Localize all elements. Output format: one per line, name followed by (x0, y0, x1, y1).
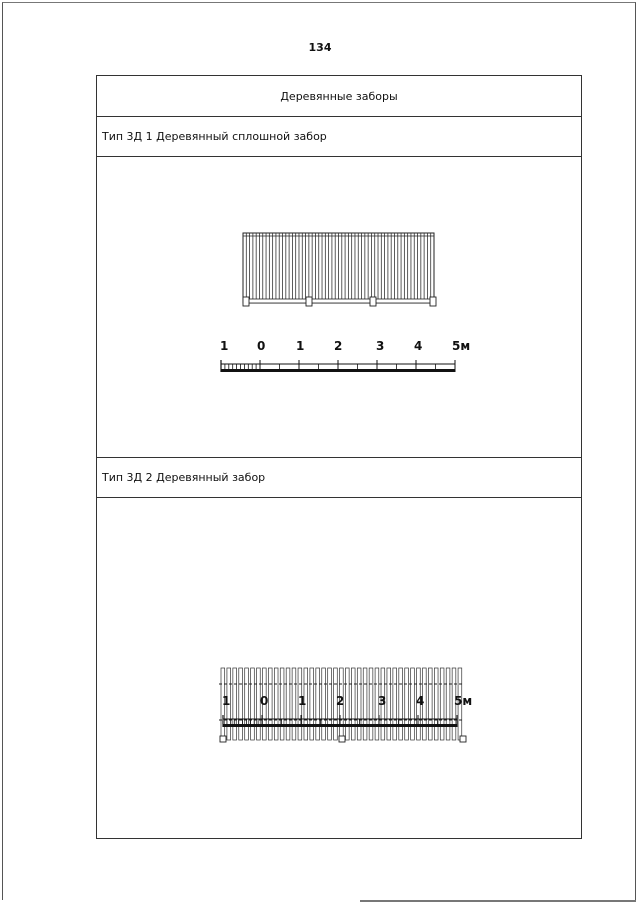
picket (411, 668, 415, 740)
table-title-row (97, 76, 581, 117)
picket (345, 668, 349, 740)
picket (446, 668, 450, 740)
fence-post (220, 736, 226, 742)
picket (328, 668, 332, 740)
scale1-label-7: 5м (452, 339, 471, 353)
scale2-label-3: 1 (298, 694, 307, 708)
picket (440, 668, 444, 740)
type2-label-row (97, 458, 581, 498)
picket (369, 668, 373, 740)
scale2-label-6: 4 (416, 694, 425, 708)
scale2-label-5: 3 (378, 694, 387, 708)
type2-label: Тип 3Д 2 Деревянный забор (102, 471, 266, 484)
picket (239, 668, 243, 740)
scale2-label-4: 2 (336, 694, 345, 708)
scale2-label-1: 1 (222, 694, 231, 708)
fence-post (339, 736, 345, 742)
type1-label-row (97, 117, 581, 157)
picket (357, 668, 361, 740)
fence-post (306, 297, 312, 306)
picket (351, 668, 355, 740)
type2-drawing-row (97, 498, 581, 840)
type1-drawing-row (97, 157, 581, 458)
picket (363, 668, 367, 740)
fence-types-table (96, 75, 582, 839)
picket (434, 668, 438, 740)
picket (245, 668, 249, 740)
page-bottom-edge (360, 900, 636, 902)
picket (316, 668, 320, 740)
picket (274, 668, 278, 740)
picket (399, 668, 403, 740)
scale1-label-2: 0 (257, 339, 266, 353)
scale2-label-2: 0 (260, 694, 269, 708)
fence-post (243, 297, 249, 306)
scale1-label-6: 4 (414, 339, 423, 353)
page-number: 134 (308, 41, 332, 54)
fence-post (430, 297, 436, 306)
scale1-label-5: 3 (376, 339, 385, 353)
fence-bottom-rail (243, 299, 434, 303)
table-title: Деревянные заборы (280, 89, 398, 103)
type1-label: Тип 3Д 1 Деревянный сплошной забор (102, 130, 327, 143)
scale1-label-4: 2 (334, 339, 343, 353)
scale1-label-3: 1 (296, 339, 305, 353)
picket (268, 668, 272, 740)
picket (233, 668, 237, 740)
fence-post (460, 736, 466, 742)
fence-post (370, 297, 376, 306)
picket (322, 668, 326, 740)
picket (428, 668, 432, 740)
picket (310, 668, 314, 740)
solid-fence-drawing (97, 157, 583, 458)
picket (292, 668, 296, 740)
picket-fence-drawing (97, 498, 583, 840)
picket (280, 668, 284, 740)
scale1-label-1: 1 (220, 339, 229, 353)
scale2-label-7: 5м (454, 694, 473, 708)
picket (405, 668, 409, 740)
picket (251, 668, 255, 740)
picket (387, 668, 391, 740)
picket (286, 668, 290, 740)
picket (393, 668, 397, 740)
